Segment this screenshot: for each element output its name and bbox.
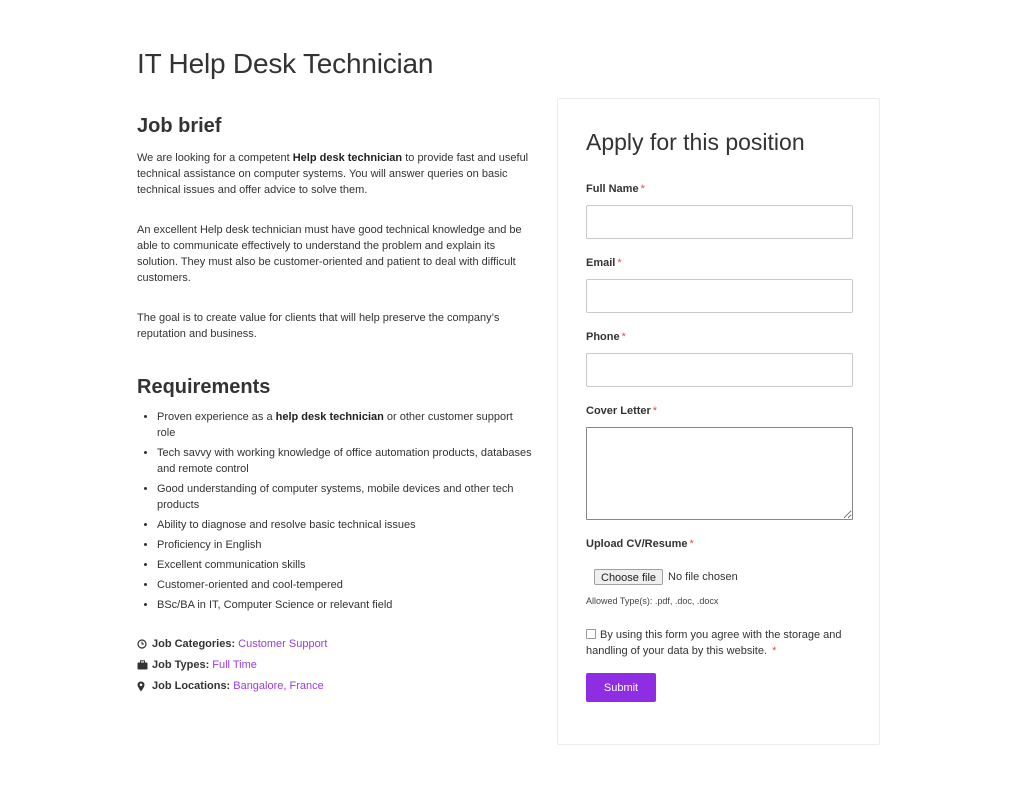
allowed-types-note: Allowed Type(s): .pdf, .doc, .docx (586, 596, 719, 606)
email-label (586, 257, 622, 269)
job-brief-paragraph-1 (137, 150, 532, 198)
file-upload (594, 569, 738, 585)
email-label-text: Email (586, 257, 616, 269)
application-form (557, 98, 880, 745)
job-types-row (137, 658, 532, 672)
job-types-label: Job Types: (152, 659, 210, 671)
upload-cv-label-text: Upload CV/Resume (586, 538, 688, 550)
list-item: • BSc/BA in IT, Computer Science or relevant field (157, 597, 532, 613)
job-meta (137, 637, 532, 693)
full-name-input[interactable] (586, 205, 853, 239)
full-name-label-text: Full Name (586, 183, 639, 195)
required-marker: * (652, 405, 658, 417)
file-status: No file chosen (668, 571, 738, 583)
required-marker: * (617, 257, 622, 269)
list-item: • Good understanding of computer systems, mobile devices and other tech products (157, 481, 532, 513)
job-brief-p1-text-end: to provide fast and useful technical assistance on computer systems. You will answer queries on basic technical issues and offer advice to solve them. (137, 152, 529, 196)
job-location-link[interactable]: Bangalore, France (233, 680, 324, 692)
form-title: Apply for this position (586, 129, 805, 155)
requirements-heading: Requirements (137, 376, 271, 398)
requirement-text-end: or other customer support role (157, 411, 513, 439)
job-brief-heading: Job brief (137, 115, 222, 137)
job-brief-p1-text: We are looking for a competent (137, 152, 293, 164)
phone-label-text: Phone (586, 331, 620, 343)
job-description (137, 115, 532, 700)
requirement-text: Proven experience as a (157, 411, 276, 423)
list-item: • Proficiency in English (157, 537, 532, 553)
job-brief-paragraph-3: The goal is to create value for clients that will help preserve the company’s reputation and business. (137, 312, 500, 340)
map-pin-icon (137, 681, 147, 691)
upload-cv-label (586, 538, 694, 550)
cover-letter-label-text: Cover Letter (586, 405, 651, 417)
list-item: • Tech savvy with working knowledge of office automation products, databases and remote control (157, 445, 532, 477)
phone-label (586, 331, 626, 343)
cover-letter-textarea[interactable] (586, 427, 853, 520)
full-name-label (586, 183, 645, 195)
required-marker: * (640, 183, 645, 195)
list-item (157, 409, 532, 441)
requirement-bold: help desk technician (275, 411, 384, 423)
cover-letter-label (586, 405, 657, 417)
choose-file-button[interactable]: Choose file (594, 569, 663, 585)
job-brief-paragraph-2: An excellent Help desk technician must have good technical knowledge and be able to communicate effectively to understand the problem and explain its solution. They must also be customer-oriented and patient to deal with difficult customers. (137, 224, 522, 284)
job-categories-label: Job Categories: (152, 638, 236, 650)
job-locations-label: Job Locations: (152, 680, 231, 692)
job-locations-row (137, 679, 532, 693)
job-category-link[interactable]: Customer Support (238, 638, 328, 650)
briefcase-icon (137, 660, 147, 670)
required-marker: * (772, 645, 777, 657)
clock-icon (137, 639, 147, 649)
page-title: IT Help Desk Technician (137, 48, 434, 79)
list-item: • Excellent communication skills (157, 557, 532, 573)
phone-input[interactable] (586, 353, 853, 387)
submit-button[interactable]: Submit (586, 673, 656, 702)
list-item: • Ability to diagnose and resolve basic technical issues (157, 517, 532, 533)
job-categories-row (137, 637, 532, 651)
job-type-link[interactable]: Full Time (212, 659, 257, 671)
consent-row (586, 627, 856, 659)
email-input[interactable] (586, 279, 853, 313)
consent-text: By using this form you agree with the storage and handling of your data by this website. (586, 629, 842, 657)
job-brief-p1-bold: Help desk technician (292, 152, 403, 164)
list-item: • Customer-oriented and cool-tempered (157, 577, 532, 593)
requirements-list (137, 409, 532, 613)
required-marker: * (689, 538, 694, 550)
consent-checkbox[interactable] (586, 629, 596, 639)
required-marker: * (621, 331, 626, 343)
